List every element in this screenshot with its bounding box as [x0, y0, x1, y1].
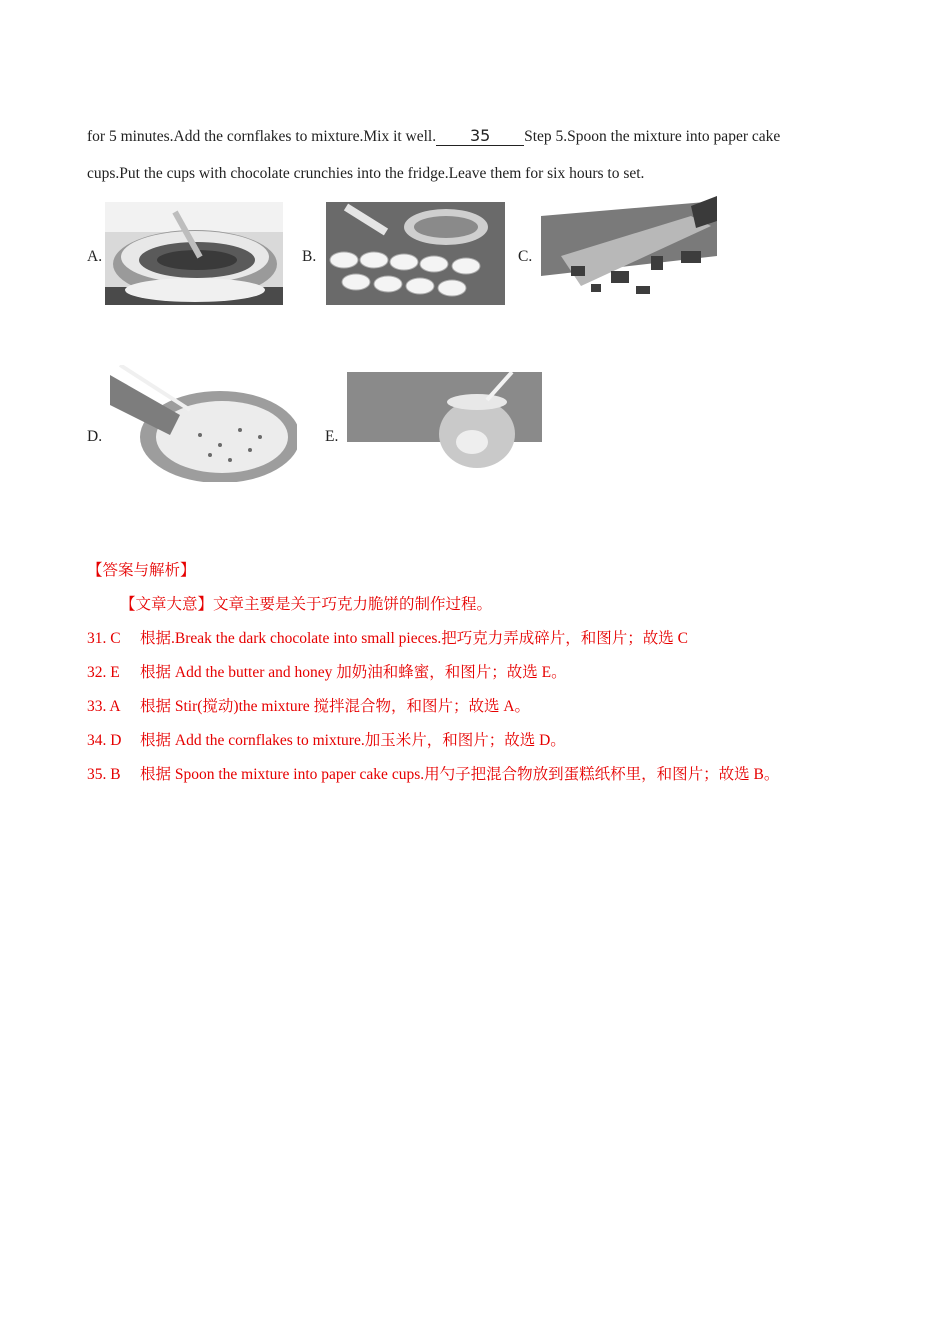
option-e-label: E.: [325, 428, 339, 445]
option-b-image-paper-cake-cups: [326, 202, 505, 305]
answer-number: 34. D: [87, 732, 122, 749]
answer-explanation: 根据 Spoon the mixture into paper cake cups.用勺子把混合物放到蛋糕纸杯里，和图片；故选 B。: [140, 766, 780, 783]
answer-item-35: [87, 762, 779, 784]
option-e-image-honey-jar: [347, 372, 542, 472]
answer-explanation: 根据 Add the butter and honey 加奶油和蜂蜜，和图片；故选 E。: [140, 664, 567, 681]
blank-35: 35: [436, 127, 524, 146]
option-c-label: C.: [518, 248, 533, 265]
answer-number: 31. C: [87, 630, 121, 647]
option-b-label: B.: [302, 248, 317, 265]
option-d-image-adding-cornflakes: [110, 365, 297, 482]
passage-line-1: [87, 118, 857, 155]
answer-number: 33. A: [87, 698, 121, 715]
answer-item-32: [87, 660, 567, 682]
passage-text-before-blank: for 5 minutes.Add the cornflakes to mixture.Mix it well.: [87, 128, 437, 145]
answer-item-31: [87, 626, 688, 648]
answer-item-34: [87, 728, 566, 750]
answer-explanation: 根据 Stir(搅动)the mixture 搅拌混合物，和图片；故选 A。: [140, 698, 531, 715]
answer-explanation: 根据 Add the cornflakes to mixture.加玉米片，和图片；故选 D。: [140, 732, 566, 749]
answer-explanation: 根据.Break the dark chocolate into small pieces.把巧克力弄成碎片，和图片；故选 C: [140, 630, 689, 647]
option-c-image-knife-chocolate: [541, 196, 717, 305]
option-a-image-bowl-stirring: [105, 202, 283, 305]
answer-number: 35. B: [87, 766, 121, 783]
answer-heading: 【答案与解析】: [87, 562, 196, 579]
answer-number: 32. E: [87, 664, 120, 681]
option-d-label: D.: [87, 428, 103, 445]
option-a-label: A.: [87, 248, 103, 265]
passage-text-after-blank: Step 5.Spoon the mixture into paper cake: [524, 128, 781, 145]
passage-line-2: cups.Put the cups with chocolate crunchies into the fridge.Leave them for six hours to set.: [87, 165, 645, 182]
answer-summary: 【文章大意】文章主要是关于巧克力脆饼的制作过程。: [120, 596, 493, 613]
answer-item-33: [87, 694, 530, 716]
